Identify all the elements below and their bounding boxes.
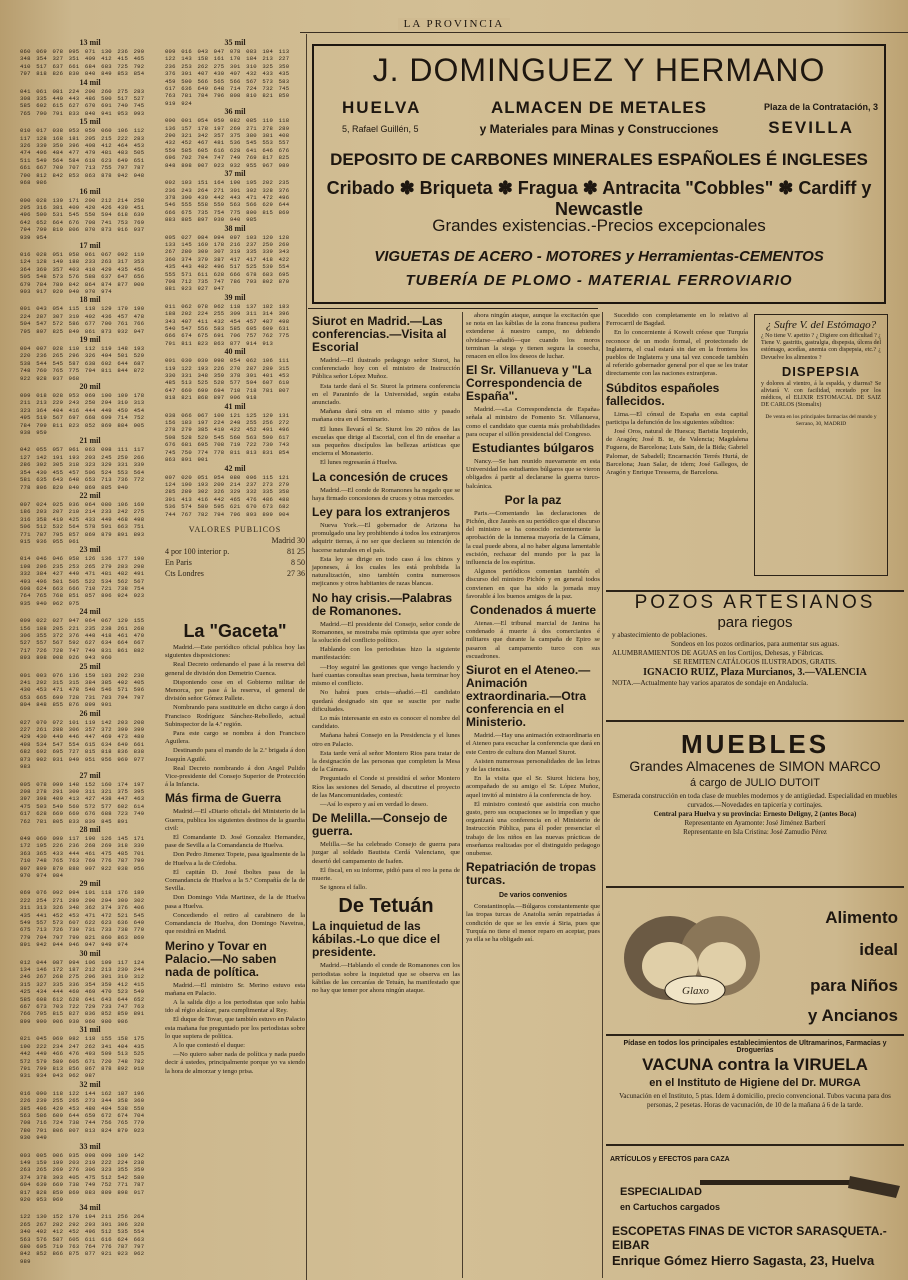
repatriacion-headline: Repatriación de tropas turcas. — [466, 860, 597, 888]
children-illustration — [610, 898, 780, 1016]
paragraph: Madrid.—El ilustrado pedagogo señor Siurot, ha conferenciado hoy con el ministro de Instrucción Pública señor López Muñoz. — [312, 357, 460, 381]
guerra-body — [165, 808, 305, 936]
muebles-ad — [606, 726, 904, 888]
paragraph: ahora ningún ataque, aunque la excitación que se nota en las kábilas de la zona francesa pudiera extenderse á nuestro campo, no debiendo olvidarse—añadió—que cuando los moros terminan la siega y tienen segura la cosecha, renacen en ellos los deseos de luchar. — [466, 312, 600, 361]
sufre-body: ¿ No tiene V. apetito ? ¿ Digiere con dificultad ? ¿ Tiene V. gastritis, gastralgia, dispepsia, úlcera del estómago, acedías, anemia con dispepsia, etc.? ¿ Devuelve los alimentos ? — [761, 333, 881, 361]
sufre-title: ¿ Sufre V. del Estómago? — [765, 319, 877, 331]
escop-t1: ARTÍCULOS y EFECTOS para CAZA — [610, 1156, 730, 1163]
lottery-numbers: 009 022 027 047 064 067 129 155 156 188 205 221 235 238 261 268 306 355 372 376 448 418 461 470 527 557 567 592 627 634 664 667 717 726 728 747 749 831 861 882 893 898 908 926 943 960 — [20, 617, 145, 662]
paragraph: Lima.—El cónsul de España en esta capital participa la defunción de los siguientes súbditos: — [606, 410, 748, 426]
paragraph: José Oros, natural de Huesca; Baristia Izquierdo, de Aragón; José B. te, de Valencia; Magdalena Fuguera, de Barcelona; Luis Sain, de la Bida; Gabriel Palomar, de Sabadell; Encarnación Terrés Hurtá, de Barcelona; Juan Salar, de idem; José Gallegos, de Aragón y Enrique Tresserra, de Barcelona. — [606, 428, 748, 477]
glaxo-label: Glaxo — [682, 985, 709, 997]
escopetas-ad — [606, 1150, 904, 1250]
paragraph: Madrid.—El «Diario oficial» del Ministerio de la Guerra, publica los siguientes destinos de la guardia civil: — [165, 808, 305, 832]
paragraph: El duque de Tovar, que también estuvo en Palacio esta mañana fue preguntado por los periodistas sobre lo que supiera de política. — [165, 1016, 305, 1040]
paz-body — [466, 510, 600, 601]
valores-publicos — [165, 524, 305, 579]
pozos-l4: SE REMITEN CATÁLOGOS ILUSTRADOS, GRATIS. — [673, 658, 837, 666]
ad-viguetas: VIGUETAS DE ACERO - MOTORES y Herramientas-CEMENTOS — [374, 248, 824, 265]
lottery-numbers: 005 027 084 094 097 103 120 128 133 145 160 178 216 237 250 260 267 280 300 307 319 335 339 343 360 374 379 387 417 417 418 422 435 443 482 496 517 525 539 554 555 571 611 628 666 678 683 695 708 712 735 747 786 793 802 870 881 923 927 947 — [165, 233, 290, 293]
kabilas-headline: La inquietud de las kábilas.-Lo que dice el presidente. — [312, 919, 441, 960]
valores-date: Madrid 30 — [271, 535, 305, 545]
melilla-body — [312, 841, 460, 892]
lottery-numbers: 021 045 060 082 118 155 158 175 190 222 234 247 262 341 404 435 442 449 466 476 493 509 513 525 572 579 589 605 671 720 748 782 791 799 813 856 867 878 892 910 931 934 943 962 987 — [20, 1035, 145, 1080]
paragraph: Madrid.—«La Correspondencia de España» señala al ministro de Fomento Sr. Villanueva, como el candidato que cuenta más probabilidades para ocupar el sillón presidencial del Congreso. — [466, 406, 600, 438]
lottery-numbers: 069 076 092 094 101 118 176 189 222 254 271 289 290 294 300 302 311 313 326 348 362 374 376 406 435 441 452 453 471 472 521 545 549 557 573 607 622 623 636 640 675 713 726 730 731 733 738 770 779 794 797 799 821 860 863 869 891 942 944 946 947 949 974 — [20, 889, 145, 949]
lottery-numbers: 001 043 054 115 118 129 179 190 224 287 307 319 402 436 457 478 504 547 572 586 677 700 761 766 795 807 825 849 861 873 932 947 — [20, 305, 145, 335]
ad-title: J. DOMINGUEZ Y HERMANO — [372, 52, 826, 88]
ad-huelva: HUELVA — [342, 98, 422, 117]
paragraph: Se ignora el fallo. — [320, 884, 367, 892]
valores-row — [165, 568, 305, 579]
lottery-numbers: 012 044 087 094 106 109 117 124 134 146 172 187 212 213 230 244 246 267 268 275 296 301 310 312 315 327 335 336 354 359 412 415 425 434 444 460 469 470 523 549 585 608 612 628 641 643 644 652 667 673 703 722 729 733 747 763 766 795 815 827 836 852 859 891 899 900 906 930 960 980 986 — [20, 958, 145, 1025]
melilla-headline: De Melilla.—Consejo de guerra. — [312, 811, 448, 839]
ad-deposito: DEPOSITO DE CARBONES MINERALES ESPAÑOLES É INGLESES — [330, 150, 868, 169]
lottery-numbers: 027 070 072 101 119 142 203 208 227 261 288 306 357 372 399 399 429 430 440 446 447 469 473 480 498 534 547 554 615 634 649 661 682 692 695 727 815 818 836 838 873 902 931 949 951 956 969 977 983 — [20, 718, 145, 771]
valores-key: Cts Londres — [165, 568, 204, 578]
paragraph: Asisten numerosas personalidades de las letras y de las ciencias. — [466, 757, 600, 773]
lottery-numbers: 041 061 081 224 200 260 275 283 308 335 440 443 486 500 517 527 585 602 615 627 670 691 740 745 765 790 791 833 840 941 953 993 — [20, 87, 145, 117]
subditos-headline: Súbditos españoles fallecidos. — [606, 380, 720, 408]
lottery-head: 42 mil — [224, 463, 246, 473]
villanueva-headline: El Sr. Villanueva y "La Correspondencia de España". — [466, 363, 592, 404]
bulgaros-body — [466, 458, 600, 491]
paragraph: El fiscal, en su informe, pidió para el reo la pena de muerte. — [312, 866, 460, 882]
news-column-4 — [606, 312, 748, 582]
paragraph: Nombrando para sustituirle en dicho cargo á don Francisco Rodríguez Sánchez-Rebolledo, actual Subinspector de la 4.ª región. — [165, 704, 305, 728]
paragraph: Constantinopla.—Búlgaros constantemente que las tropas turcas de Anatolia serán repatriadas á condición de que se les envíe á Siria, pues que Turquía no tiene el menor reparo en aceptar, pues ya ella se ha obligado así. — [466, 903, 600, 943]
sufre-foot: De venta en los principales farmacias del mundo y Serrano, 30, MADRID — [765, 413, 877, 427]
paragraph: —Hoy seguiré las gestiones que vengo haciendo y haré cuantas consultas sean precisas, hasta terminar hoy mismo el conflicto. — [312, 663, 460, 688]
alim-w1: Alimento — [825, 908, 898, 927]
cruces-body — [312, 487, 460, 503]
lottery-head: 40 mil — [224, 347, 246, 357]
lottery-head: 33 mil — [79, 1141, 101, 1151]
ad-grandes: Grandes existencias.-Precios excepcionales — [432, 216, 766, 235]
paragraph: —Así lo espero y así en verdad lo deseo. — [320, 800, 428, 808]
ad-sevilla: SEVILLA — [768, 118, 854, 137]
news-column-2 — [312, 312, 460, 1278]
villanueva-body — [466, 406, 600, 439]
ateneo-body — [466, 732, 600, 858]
paragraph: Preguntado el Conde si presidirá el señor Montero Ríos las sesiones del Senado, al discutirse el proyecto de las Mancomunidades, contestó: — [312, 775, 460, 799]
glaxo-ad — [606, 894, 904, 1036]
lottery-numbers: 042 055 057 061 063 098 111 117 127 142 191 193 203 245 259 266 286 302 305 318 323 329 331 339 354 430 455 457 506 524 553 564 581 635 643 648 653 713 736 772 778 806 820 840 869 885 940 — [20, 446, 145, 491]
alim-w4: y Ancianos — [807, 1006, 898, 1025]
lottery-numbers: 014 046 046 058 126 136 177 190 198 206 235 253 265 279 283 298 332 384 427 449 471 481 482 491 493 496 501 505 522 534 562 567 608 624 663 666 710 721 738 754 764 765 768 851 857 896 924 923 935 940 962 975 — [20, 555, 145, 607]
lottery-head: 22 mil — [79, 490, 101, 500]
muebles-cargo: á cargo de JULIO DUTOIT — [689, 777, 820, 789]
ad-plaza: Plaza de la Contratación, 3 — [763, 102, 878, 112]
lottery-head: 41 mil — [224, 401, 246, 411]
paragraph: Melilla.—Se ha celebrado Consejo de guerra para juzgar al soldado Bautista Cerdá Valenciano, que desertó del campamento de Isafen. — [312, 841, 460, 865]
ad-cribado: Cribado ✽ Briqueta ✽ Fragua ✽ Antracita "Cobbles" ✽ Cardiff y Newcastle — [326, 178, 872, 219]
lottery-head: 25 mil — [79, 661, 101, 671]
escop-t3: en Cartuchos cargados — [620, 1202, 721, 1212]
paragraph: El Comandante D. José Gonzalez Hernandez, pase de Sevilla a la Comandancia de Huelva. — [165, 834, 305, 850]
bulgaros-headline: Estudiantes búlgaros — [471, 441, 595, 456]
paragraph: Madrid.—Este periódico oficial publica hoy las siguientes disposiciones: — [165, 644, 305, 660]
gaceta-headline: La "Gaceta" — [183, 621, 287, 641]
paragraph: El capitán D. José Iboltes pasa de la Comandancia de Huelva a la 5.ª Compañía de la de Sevilla. — [165, 868, 305, 893]
lottery-numbers: 122 130 152 170 194 211 256 264 265 267 282 292 293 301 306 328 340 402 412 452 496 512 535 554 563 576 587 605 611 616 624 663 680 695 719 763 764 776 787 797 842 852 866 875 877 921 923 962 989 — [20, 1213, 145, 1265]
repatriacion-sub: De varios convenios — [498, 892, 568, 900]
pozos-l2: Sondeos en los pozos ordinarios, para aumentar sus aguas. — [670, 640, 840, 648]
gaceta-column — [165, 618, 305, 1278]
paragraph: Esta tarde verá al señor Montero Rios para tratar de la designación de las personas que completen la Mesa de la Cámara. — [312, 749, 460, 774]
lottery-head: 27 mil — [79, 770, 101, 780]
lottery-numbers: 007 020 051 054 080 096 115 121 124 190 193 209 214 237 273 279 285 289 302 326 329 332 335 358 391 413 416 442 465 476 486 488 536 574 580 595 621 670 673 682 744 767 782 794 796 893 899 904 — [165, 473, 290, 518]
paragraph: Madrid.—Hay una animación extraordinaria en el Ateneo para escuchar la conferencia que dará en este Centro de cultura don Manuel Siurot. — [466, 732, 600, 756]
lottery-numbers: 005 078 099 148 152 160 174 197 208 278 291 300 311 321 375 395 397 398 409 413 427 438 447 463 475 503 540 560 572 577 602 614 617 628 660 669 676 688 723 749 762 781 805 833 839 845 891 — [20, 780, 145, 825]
pozos-l5: IGNACIO RUIZ, Plaza Murcianos, 3.—VALENCIA — [643, 667, 867, 678]
lottery-head: 31 mil — [79, 1025, 101, 1035]
dominguez-ad — [312, 44, 886, 304]
muebles-l1: Esmerada construcción en toda clase de muebles modernos y de antigüedad. Especialidad en muebles curvados.—Novedades en tapicería y cortinajes. — [612, 792, 898, 809]
paragraph: Destinando para el mando de la 2.ª brigada á don Joaquín Aguilé. — [165, 747, 305, 763]
paragraph: Esta ley se dirige en todo caso á los chinos y japoneses, á los cuales les está prohibida la naturalización, sino también contra numerosos mejicanos y otros habitantes de razas blancas. — [312, 555, 460, 588]
ad-materiales: y Materiales para Minas y Construcciones — [479, 122, 719, 136]
ad-almacen: ALMACEN DE METALES — [490, 98, 707, 117]
muebles-title: MUEBLES — [680, 729, 830, 759]
vacuna-title: VACUNA contra la VIRUELA — [642, 1055, 868, 1074]
paragraph: Concediendo el retiro al carabinero de la Comandancia de Huelva, don Domingo Naveiras, que residirá en Madrid. — [165, 911, 305, 936]
lottery-head: 38 mil — [224, 223, 246, 233]
lottery-numbers: 000 028 130 171 200 212 214 258 295 316 381 409 420 426 439 451 496 500 531 545 550 594 618 639 642 652 664 676 708 741 753 769 794 799 819 806 870 873 916 937 939 954 — [20, 196, 145, 241]
lottery-head: 21 mil — [79, 436, 101, 446]
pozos-ad — [606, 590, 904, 722]
lottery-numbers: 016 028 051 058 061 067 092 119 124 128 140 188 233 263 317 353 364 369 357 403 410 429 435 456 505 548 573 576 588 637 647 656 679 784 780 842 864 874 877 900 903 917 920 940 970 974 — [20, 250, 145, 295]
lottery-column-left — [20, 38, 160, 1265]
lottery-numbers: 004 007 028 110 112 119 148 193 220 236 265 296 326 404 501 529 538 544 545 587 638 602 644 687 748 760 765 775 794 811 844 872 922 928 937 968 — [20, 345, 145, 382]
paragraph: Mañana dará otra en el mismo sitio y pasado mañana otra en el Seminario. — [312, 408, 460, 424]
paragraph: Madrid.—El ministro Sr. Merino estuvo esta mañana en Palacio. — [165, 981, 305, 997]
column-rule — [602, 312, 603, 1278]
paragraph: Paris.—Comentando las declaraciones de Pichón, dice Jaurès en su periódico que el discurso del ministro se ha conocido recientemente la aprobación de la inmensa mayoría de la Cámara, la cual puede abora, al no haber alguna lamentable escisión, rechazar del mundo por la paz la influencia de los espíritus. — [466, 509, 600, 567]
condenados-headline: Condenados á muerte — [469, 603, 597, 618]
ateneo-headline: Siurot en el Ateneo.—Animación extraordinaria.—Otra conferencia en el Ministerio. — [466, 663, 591, 730]
pozos-l6: NOTA.—Actualmente hay varios aparatos de sondaje en Andalucía. — [612, 679, 809, 687]
continued-body — [466, 312, 600, 361]
extranjeros-headline: Ley para los extranjeros — [312, 505, 451, 520]
masthead — [0, 18, 908, 30]
pozos-l1: y abastecimiento de poblaciones. — [612, 631, 708, 639]
paragraph: Don Pedro Jimenez Topete, pasa igualmente de la de Huelva a la de Córdoba. — [165, 851, 305, 867]
sufre-body2: y dolores al vientro, á la espalda, y diarrea? Se aliviará V. con facilidad, recetado por los médicos, el ELIXIR ESTOMACAL DE SAIZ DE CARLOS (Stomalix) — [761, 380, 881, 409]
repatriacion-body — [466, 903, 600, 944]
lottery-numbers: 060 069 078 095 071 130 236 290 348 354 327 351 409 412 415 465 410 517 637 661 684 683 725 792 797 818 826 830 840 849 853 854 — [20, 48, 145, 78]
lottery-numbers: 001 003 076 136 159 183 202 238 241 292 315 315 384 385 402 405 430 453 471 478 540 546 571 596 653 665 699 728 731 783 794 797 804 848 855 876 899 901 — [20, 671, 145, 709]
lottery-numbers: 002 103 151 164 190 195 202 235 236 243 264 271 301 302 328 376 378 390 439 442 443 471 472 496 546 555 558 559 563 566 629 644 666 675 735 754 775 800 815 869 883 885 897 930 940 985 — [165, 179, 290, 224]
subditos-body — [606, 411, 748, 478]
paragraph: Nancy.—Se han reunido nuevamente en esta Universidad los estudiantes búlgaros que se vieron obligados á partir al declararse la guerra turco-balcánica. — [466, 458, 600, 490]
paz-headline: Por la paz — [504, 492, 562, 507]
lottery-numbers: 016 090 118 122 144 162 187 196 226 239 255 265 273 344 358 360 385 406 429 453 480 484 538 550 563 586 609 644 659 672 674 704 708 716 724 738 744 756 765 779 780 791 806 807 813 824 879 923 930 949 — [20, 1089, 145, 1142]
paragraph: Para este cargo se nombra á don Francisco Aguilera. — [165, 730, 305, 746]
paragraph: Atenas.—El tribunal marcial de Janina ha condenado á muerte á dos comerciantes é militares que durante la campaña de Epiro se pasaron al campamento turco con sus escuadrones. — [466, 620, 600, 660]
lottery-head: 16 mil — [79, 186, 101, 196]
paragraph: Sucedido con completamente en lo relativo al Ferrocarril de Bagdad. — [606, 312, 748, 328]
guerra-headline: Más firma de Guerra — [165, 791, 282, 806]
crisis-body — [312, 621, 460, 809]
lottery-head: 19 mil — [79, 335, 101, 344]
crisis-headline: No hay crisis.—Palabras de Romanones. — [312, 590, 453, 618]
lottery-numbers: 049 060 090 117 190 126 145 171 172 195 226 236 268 269 318 339 363 365 433 444 461 475 485 701 710 748 765 763 769 776 787 799 807 809 870 888 907 922 938 956 970 974 984 — [20, 834, 145, 879]
lottery-head: 24 mil — [79, 607, 101, 617]
tetuan-headline: De Tetuán — [338, 895, 434, 918]
lottery-numbers: 000 001 054 059 082 085 110 118 136 157 178 197 269 271 278 289 290 321 342 357 375 380 381 408 432 452 467 481 536 545 553 557 559 585 605 616 628 641 646 676 696 702 704 747 749 769 817 825 848 898 907 923 932 955 967 989 — [165, 117, 290, 169]
siurot-headline: Siurot en Madrid.—Las conferencias.—Visita al Escorial — [312, 314, 447, 354]
paragraph: El ministro contestó que asistiría con mucho gusto, pero sus ocupaciones se lo impedían y que organizará una conferencia en el Ministerio de Instrucción Pública, para él poder presenciar el trabajo de los niños en las nuevas prácticas de enseñanza realizadas por el distinguido pedagogo onubense. — [466, 800, 600, 857]
paragraph: Nueva York.—El gobernador de Arizona ha promulgado una ley prohibiendo á todos los extranjeros adquirir tierras, á no ser que declaren su intención de hacerse naturales en el país. — [312, 522, 460, 554]
paragraph: Disponiendo cese en el Gobierno militar de Menorca, por pase á la reserva, el general de división señor Gómez Pallete. — [165, 678, 305, 703]
paragraph: En la visita que el Sr. Siurot hiciera hoy, acompañado de su amigo el Sr. López Muñoz, aquel invitó al ministro á la conferencia de hoy. — [466, 775, 600, 799]
masthead-title: LA PROVINCIA — [398, 18, 511, 30]
alim-w3: para Niños — [810, 976, 898, 995]
paragraph: Real Decreto nombrando á don Angel Pulido Vice-presidente del Consejo Superior de Protección á la Infancia. — [165, 764, 305, 789]
vacuna-body: Vacunación en el Instituto, 5 ptas. Idem á domicilio, precio convencional. Tubos vacuna para dos personas, 2 pesetas. Horas de vacunación, de 10 de la mañana á 6 de la tarde. — [619, 1092, 891, 1109]
column-rule — [462, 312, 463, 1278]
valores-row — [165, 557, 305, 568]
glaxo-foot: Pídase en todos los principales establecimientos de Ultramarinos, Farmacias y Droguerías — [623, 1040, 887, 1054]
pozos-l3: ALUMBRAMIENTOS DE AGUAS en los Cortijos, Dehesas, y Fábricas. — [612, 649, 824, 657]
merino-body — [165, 982, 305, 1076]
dispepsia-ad — [754, 314, 888, 576]
lottery-head: 29 mil — [79, 879, 101, 889]
lottery-numbers: 003 005 006 035 098 099 109 142 149 159 199 203 219 222 224 238 263 265 269 276 306 323 355 359 374 378 393 405 475 512 542 580 604 639 669 738 749 752 771 787 817 828 850 869 883 889 898 917 920 953 969 — [20, 1151, 145, 1203]
gomez-hierro-footer: Enrique Gómez Hierro Sagasta, 23, Huelva — [612, 1253, 875, 1268]
paragraph: Lo más interesante en esto es conocer el nombre del candidato. — [312, 714, 460, 731]
ad-address: 5, Rafael Guillén, 5 — [342, 124, 419, 134]
muebles-sub: Grandes Almacenes de SIMON MARCO — [629, 758, 881, 774]
lottery-head: 36 mil — [224, 107, 246, 117]
paragraph: Don Domingo Vida Martinez, de la de Huelva pasa a Huelva. — [165, 894, 305, 910]
gaceta-body — [165, 644, 305, 789]
valores-row — [165, 546, 305, 557]
lottery-head: 37 mil — [224, 169, 246, 179]
lottery-head: 32 mil — [79, 1079, 101, 1089]
lottery-head: 35 mil — [224, 38, 246, 47]
escop-t4: ESCOPETAS FINAS DE VICTOR SARASQUETA.-EIBAR — [612, 1224, 887, 1252]
paragraph: Hablando con los periodistas hizo la siguiente manifestación: — [312, 646, 460, 662]
lottery-numbers: 011 062 078 062 118 137 182 183 188 202 224 255 309 311 314 396 343 407 411 432 454 457 487 498 540 547 556 583 585 605 609 631 666 674 675 691 706 757 762 775 791 811 823 863 877 914 913 — [165, 302, 290, 347]
paragraph: Madrid.—El presidente del Consejo, señor conde de Romanones, se mostraba más optimista que ayer sobre la solución del conflicto político. — [312, 620, 460, 645]
bagdad-body — [606, 312, 748, 379]
section-rule — [308, 308, 598, 309]
lottery-column-right — [165, 38, 305, 579]
cruces-headline: La concesión de cruces — [312, 469, 449, 484]
paragraph: El lunes regresarán á Huelva. — [320, 459, 398, 467]
lottery-numbers: 010 017 038 053 059 060 106 112 117 128 168 181 205 215 222 283 326 339 350 396 408 412 464 453 474 496 484 477 479 481 483 505 511 549 564 584 618 623 649 651 661 667 700 707 713 755 797 787 790 812 842 853 863 878 942 948 968 986 — [20, 127, 145, 187]
merino-headline: Merino y Tovar en Palacio.—No saben nada de política. — [165, 938, 277, 979]
lottery-head: 15 mil — [79, 117, 101, 127]
alim-w2: ideal — [859, 940, 898, 959]
paragraph: —No quiero saber nada de política y nada puedo decir á ustedes, principalmente porque yo va siendo la hora de almorzar y tengo prisa. — [165, 1051, 305, 1075]
siurot-body — [312, 357, 460, 468]
kabilas-body — [312, 962, 460, 995]
muebles-l3: Representante en Ayamonte: José Jiménez Barberí — [684, 819, 826, 827]
lottery-numbers: 001 030 030 098 054 062 106 111 119 122 193 226 270 287 289 315 330 331 348 359 378 391 401 453 485 513 525 528 577 594 607 610 647 660 690 694 710 718 781 807 818 821 868 897 906 918 — [165, 357, 290, 402]
ad-tuberia: TUBERÍA DE PLOMO - MATERIAL FERROVIARIO — [405, 272, 793, 289]
paragraph: En lo concerniente á Kowelt créese que Turquía reconoce de un modo formal, el protectorado de Inglaterra, el cual estará sin dar en la frontera los pueblos de Inglaterra y una tal vez concede también al referido gobernador general por el que se les tratar directamente con las naciones extranjeras. — [606, 329, 748, 378]
paragraph: Madrid.—Hablando el conde de Romanones con los periodistas sobre la inquietud que se observa en las kábilas de las cercanías de Tetuán, ha manifestado que no hay que temer por ahora ningún ataque. — [312, 962, 460, 994]
paragraph: El lunes llevará el Sr. Siurot los 20 niños de las escuelas que dirige al Escorial, con el fin de enseñar a sus pequeños discípulos las bellezas artísticas que encierra el Monasterio. — [312, 425, 460, 458]
vacuna-ad — [606, 1056, 904, 1146]
valores-key: En Paris — [165, 557, 192, 567]
paragraph: Esta tarde dará el Sr. Siurot la primera conferencia en el Paraninfo de la Universidad, según estaba anunciado. — [312, 382, 460, 407]
news-column-3 — [466, 312, 600, 1278]
lottery-head: 23 mil — [79, 545, 101, 555]
valores-title: VALORES PUBLICOS — [188, 524, 282, 534]
escop-t2: ESPECIALIDAD — [620, 1186, 702, 1198]
lottery-head: 18 mil — [79, 295, 101, 305]
lottery-head: 34 mil — [79, 1203, 101, 1213]
lottery-head: 26 mil — [79, 708, 101, 718]
paragraph: Algunos periódicos comentan también el discurso del ministro Pichón y en general todos convienen en que ha sido la jornada muy favorable á los buenos amigos de la paz. — [466, 568, 600, 600]
lottery-head: 14 mil — [79, 77, 101, 87]
lottery-head: 28 mil — [79, 824, 101, 834]
muebles-l4: Representante en Isla Cristina: José Zamudio Pérez — [683, 828, 827, 836]
paragraph: No habrá pues crisis—añadió.—El candidato quedará designado sin que se suscite por nadie dificultades. — [312, 689, 460, 713]
lottery-numbers: 009 018 028 053 069 100 109 178 211 213 229 243 250 294 310 313 323 364 404 416 444 449 450 454 495 519 567 697 668 699 714 752 784 799 811 823 852 869 884 905 938 959 — [20, 392, 145, 437]
condenados-body — [466, 620, 600, 661]
lottery-head: 13 mil — [79, 38, 101, 47]
paragraph: Mañana habrá Consejo en la Presidencia y el lunes otro en Palacio. — [312, 732, 460, 748]
lottery-head: 39 mil — [224, 292, 246, 302]
paragraph: Real Decreto ordenando el pase á la reserva del general de división don Demetrio Cuenca. — [165, 661, 305, 677]
valores-value: 81 25 — [287, 546, 305, 556]
shotgun-icon — [700, 1168, 900, 1202]
muebles-l2: Central para Huelva y su provincia: Ernesto Deligny, 2 (antes Boca) — [653, 810, 857, 818]
column-rule — [306, 34, 307, 1280]
lottery-numbers: 007 024 025 036 064 080 106 160 186 203 207 210 214 233 242 275 316 358 410 425 433 449 468 498 506 512 532 564 578 591 663 751 771 787 795 857 869 879 891 893 915 936 955 961 — [20, 500, 145, 545]
valores-value: 27 36 — [287, 568, 305, 578]
paragraph: Madrid.—El conde de Romanones ha negado que se haya firmado concesiones de cruces y otras mercedes. — [312, 486, 460, 502]
valores-value: 8 50 — [291, 557, 305, 567]
paragraph: A la salida dijo a los periodistas que solo había ido al régio alcázar, para cumplimentar al Rey. — [165, 998, 305, 1015]
top-rule — [300, 32, 908, 33]
valores-key: 4 por 100 interior p. — [165, 546, 230, 556]
lottery-head: 20 mil — [79, 382, 101, 392]
lottery-numbers: 038 066 067 100 121 125 129 131 156 183 197 224 248 255 256 272 278 279 385 410 422 452 491 496 508 528 529 545 560 563 590 617 676 681 695 708 719 722 730 743 745 750 774 778 811 813 831 854 863 891 901 — [165, 411, 290, 464]
extranjeros-body — [312, 522, 460, 589]
lottery-head: 17 mil — [79, 240, 101, 250]
lottery-head: 30 mil — [79, 948, 101, 958]
lottery-numbers: 009 016 043 047 078 083 104 113 122 143 158 161 170 184 213 227 236 253 262 275 301 310 325 350 376 391 407 430 407 432 433 435 459 500 566 565 566 567 573 583 617 636 640 648 714 724 732 745 763 781 784 796 808 810 821 850 919 924 — [165, 48, 290, 107]
pozos-title: POZOS ARTESIANOS — [634, 592, 876, 613]
pozos-sub: para riegos — [717, 614, 793, 631]
paragraph: A lo que contestó el duque: — [173, 1041, 245, 1049]
vacuna-sub: en el Instituto de Higiene del Dr. MURGA — [649, 1077, 861, 1089]
sufre-brand: DISPEPSIA — [781, 363, 861, 379]
